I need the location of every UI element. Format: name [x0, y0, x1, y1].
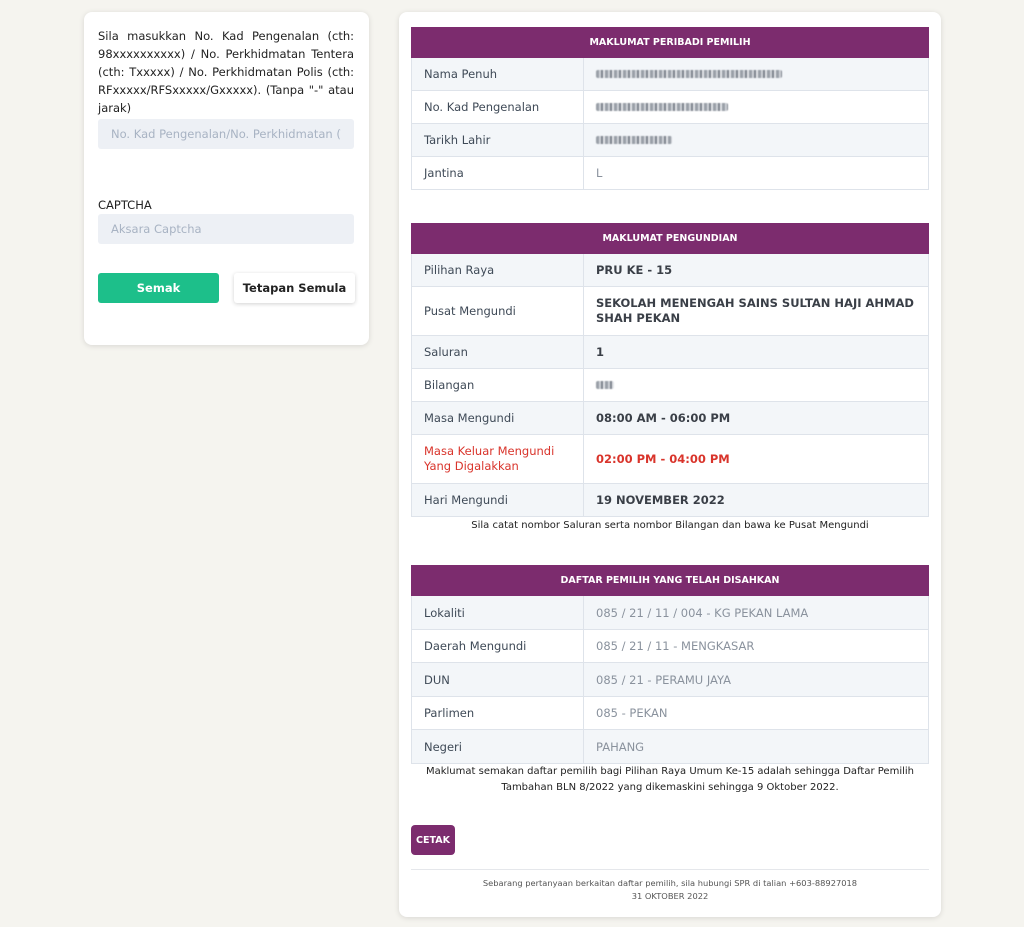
cetak-button[interactable]: CETAK: [411, 825, 455, 855]
row-label: Daerah Mengundi: [412, 630, 584, 662]
row-label: Parlimen: [412, 697, 584, 729]
footer: [411, 877, 929, 903]
search-instructions: Sila masukkan No. Kad Pengenalan (cth: 98xxxxxxxxxx) / No. Perkhidmatan Tentera (cth: Txxxxx) / No. Perkhidmatan Polis (cth: RFxxxxx/RFSxxxxx/Gxxxxx). (Tanpa "-" atau jarak): [98, 29, 354, 115]
row-value: [584, 58, 928, 90]
row-value: SEKOLAH MENENGAH SAINS SULTAN HAJI AHMAD SHAH PEKAN: [596, 296, 914, 325]
row-label: DUN: [412, 663, 584, 696]
row-label: Jantina: [412, 157, 584, 189]
row-value: [584, 124, 928, 156]
result-panel: [399, 12, 941, 917]
table-row: [411, 91, 929, 124]
row-value: 085 / 21 - PERAMU JAYA: [596, 672, 731, 687]
footer-date: 31 OKTOBER 2022: [631, 891, 709, 901]
row-value: 02:00 PM - 04:00 PM: [596, 451, 730, 466]
row-label: Negeri: [412, 730, 584, 763]
table-row: [411, 157, 929, 190]
table-row: [411, 697, 929, 730]
reset-button[interactable]: Tetapan Semula: [234, 273, 355, 303]
row-label: Tarikh Lahir: [412, 124, 584, 156]
row-value: [584, 369, 928, 401]
ic-number-input[interactable]: [98, 119, 354, 149]
personal-info-table: [411, 27, 929, 190]
row-value: 08:00 AM - 06:00 PM: [596, 411, 731, 425]
row-label: Masa Mengundi: [412, 402, 584, 434]
divider: [411, 869, 929, 870]
row-label: Lokaliti: [412, 596, 584, 629]
table-row: [411, 484, 929, 517]
redacted-full-name: [596, 70, 782, 78]
row-value: 19 NOVEMBER 2022: [596, 493, 725, 507]
row-value: [584, 91, 928, 123]
table-row: [411, 630, 929, 663]
row-label: Hari Mengundi: [412, 484, 584, 516]
voting-info-table: [411, 223, 929, 517]
row-label: No. Kad Pengenalan: [412, 91, 584, 123]
semak-button[interactable]: Semak: [98, 273, 219, 303]
table-row: [411, 730, 929, 764]
row-value: 085 / 21 / 11 / 004 - KG PEKAN LAMA: [596, 605, 809, 620]
table-row: [411, 58, 929, 91]
row-label: Pusat Mengundi: [412, 287, 584, 335]
table-row: [411, 124, 929, 157]
row-label: Saluran: [412, 336, 584, 368]
table-row: [411, 663, 929, 697]
row-label: Nama Penuh: [412, 58, 584, 90]
row-value: 1: [596, 345, 605, 359]
table-row: [411, 402, 929, 435]
registry-header: DAFTAR PEMILIH YANG TELAH DISAHKAN: [411, 565, 929, 596]
table-row: [411, 435, 929, 484]
row-label: Masa Keluar Mengundi Yang Digalakkan: [412, 435, 584, 483]
captcha-label: CAPTCHA: [98, 198, 152, 212]
personal-info-header: MAKLUMAT PERIBADI PEMILIH: [411, 27, 929, 58]
table-row: [411, 254, 929, 287]
search-panel: [84, 12, 369, 345]
table-row: [411, 336, 929, 369]
redacted-birth-date: [596, 136, 672, 144]
row-value: PRU KE - 15: [596, 263, 673, 277]
row-label: Pilihan Raya: [412, 254, 584, 286]
voting-note: Sila catat nombor Saluran serta nombor Bilangan dan bawa ke Pusat Mengundi: [471, 520, 869, 531]
redacted-ic-number: [596, 103, 728, 111]
table-row: [411, 369, 929, 402]
voting-info-header: MAKLUMAT PENGUNDIAN: [411, 223, 929, 254]
table-row: [411, 287, 929, 336]
row-label: Bilangan: [412, 369, 584, 401]
table-row: [411, 596, 929, 630]
row-value: 085 - PEKAN: [596, 706, 668, 720]
registry-note: Maklumat semakan daftar pemilih bagi Pilihan Raya Umum Ke-15 adalah sehingga Daftar Pemilih Tambahan BLN 8/2022 yang dikemaskini sehingga 9 Oktober 2022.: [425, 766, 914, 793]
row-value: PAHANG: [596, 739, 645, 754]
registry-table: [411, 565, 929, 764]
footer-contact: Sebarang pertanyaan berkaitan daftar pemilih, sila hubungi SPR di talian +603-88927018: [482, 878, 858, 888]
redacted-bilangan: [596, 381, 614, 389]
captcha-input[interactable]: [98, 214, 354, 244]
row-value: L: [596, 166, 603, 180]
row-value: 085 / 21 / 11 - MENGKASAR: [596, 639, 755, 653]
